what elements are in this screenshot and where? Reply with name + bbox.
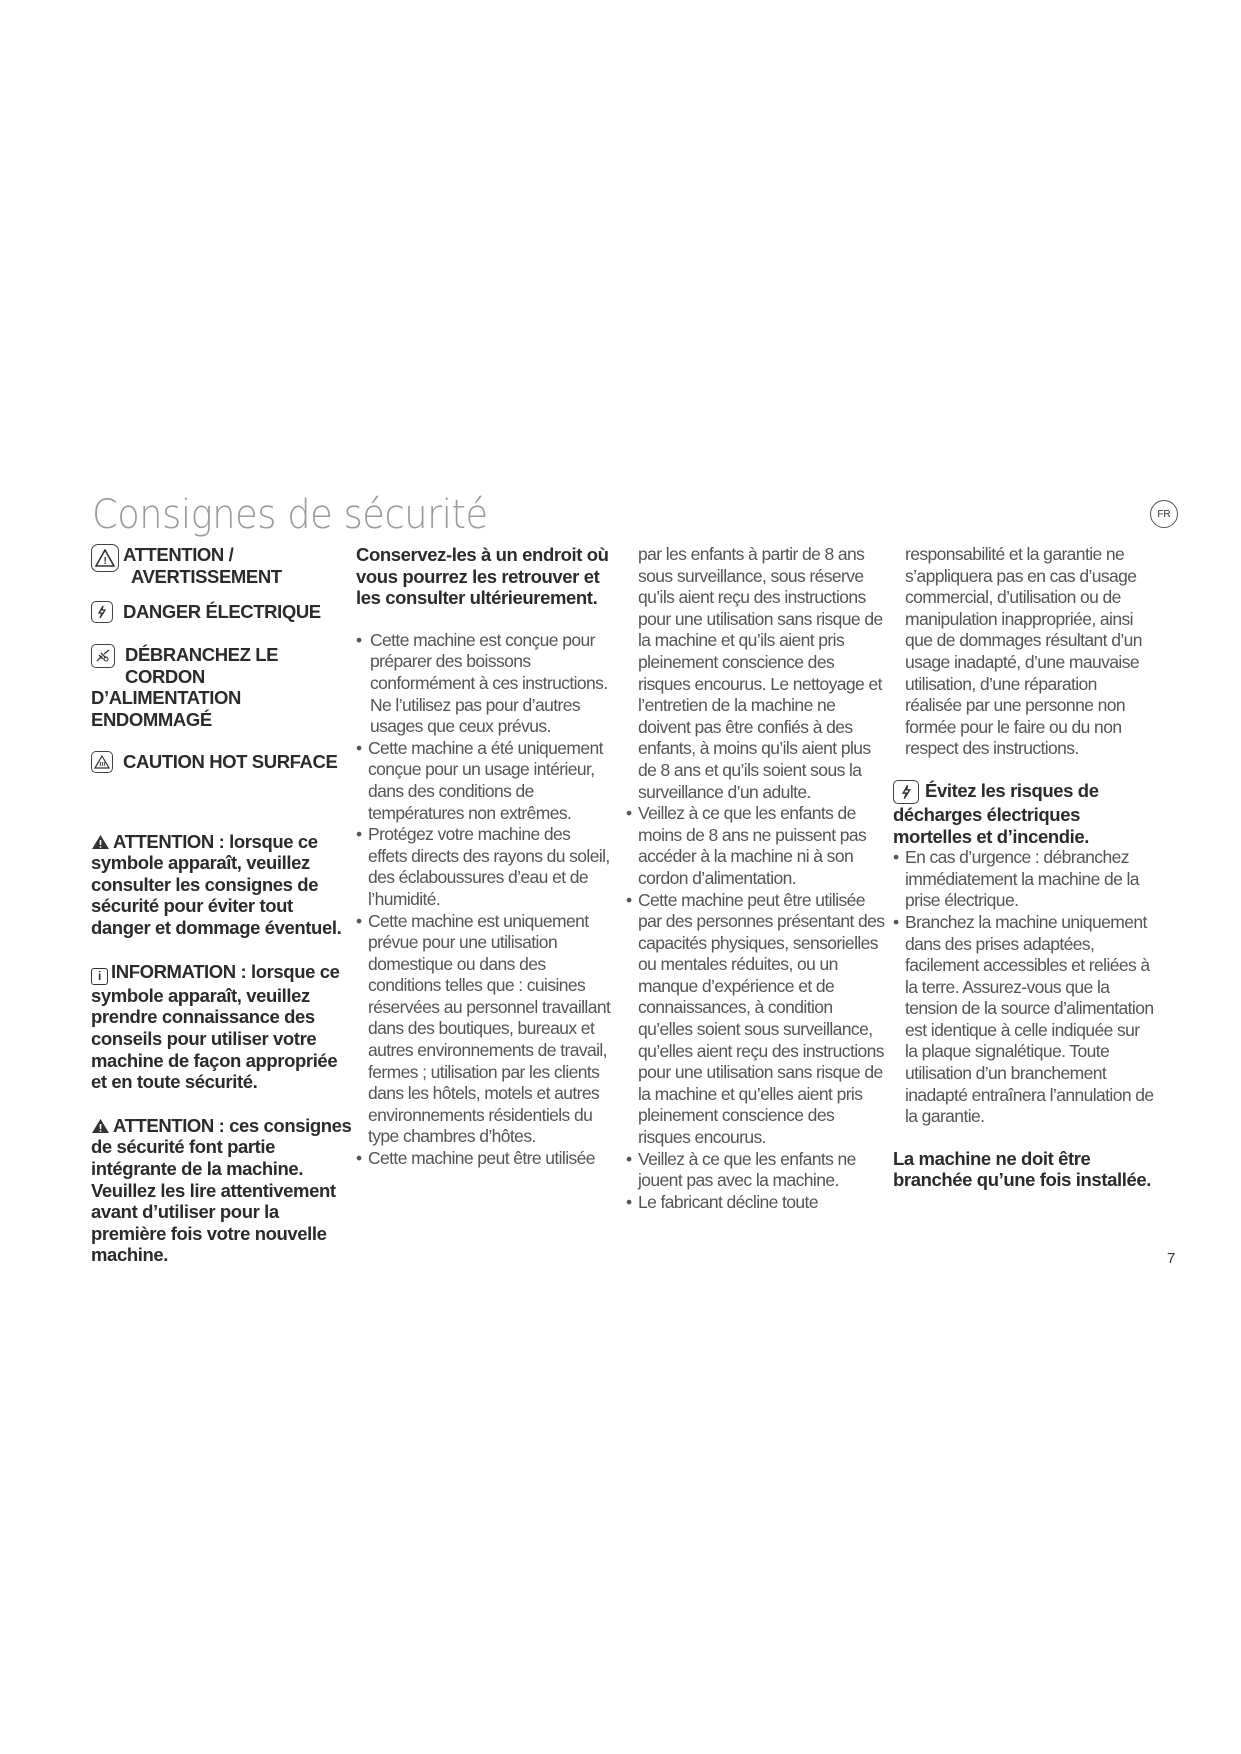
attention-legend — [91, 544, 353, 587]
attention-label-line-2: AVERTISSEMENT — [131, 565, 282, 587]
electric-risk-heading — [893, 780, 1155, 847]
column-1 — [91, 544, 353, 1266]
warning-triangle-icon — [91, 834, 110, 850]
children-bullet-list — [626, 544, 886, 1213]
unplug-cord-icon — [91, 644, 115, 668]
list-item: • Cette machine est uniquement prévue pour une utilisation domestique ou dans des conditions telles que : cuisines réservées au personnel travaillant dans des boutiques, bureaux et autres environnements de travail, fermes ; utilisation par les clients dans les hôtels, motels et autres environnements résidentiels du type chambres d’hôtes. — [356, 911, 611, 1149]
svg-text:!: ! — [103, 556, 107, 567]
attention-paragraph — [91, 831, 353, 939]
list-item: • Protégez votre machine des effets directs des rayons du soleil, des éclaboussures d’eau et de l’humidité. — [356, 824, 611, 910]
list-item: • Cette machine a été uniquement conçue pour un usage intérieur, dans des conditions de températures non extrêmes. — [356, 738, 611, 824]
column-4 — [893, 544, 1155, 1191]
warning-triangle-icon — [91, 544, 119, 572]
usage-bullet-list — [356, 630, 611, 1170]
electric-label: DANGER ÉLECTRIQUE — [123, 601, 321, 623]
unplug-label-line-3: ENDOMMAGÉ — [91, 708, 212, 730]
list-item: • Cette machine est conçue pour préparer des boissons conformément à ces instructions. Ne l’utilisez pas pour d’autres usages que ceux prévus. — [356, 630, 611, 738]
information-paragraph-text: INFORMATION : lorsque ce symbole apparaît, veuillez prendre connaissance des conseils pour utiliser votre machine de façon appropriée et en toute sécurité. — [91, 960, 340, 1093]
attention-paragraph-text: ATTENTION : lorsque ce symbole apparaît, veuillez consulter les consignes de sécurité pour éviter tout danger et dommage éventuel. — [91, 830, 342, 938]
attention-paragraph-2 — [91, 1115, 353, 1266]
column-3 — [626, 544, 886, 1213]
list-item: • Veillez à ce que les enfants ne jouent pas avec la machine. — [626, 1149, 886, 1192]
electric-bolt-icon — [91, 601, 113, 623]
page-title: Consignes de sécurité — [92, 492, 488, 538]
unplug-label-line-1: DÉBRANCHEZ LE CORDON — [125, 644, 279, 687]
attention-paragraph-2-text: ATTENTION : ces consignes de sécurité font partie intégrante de la machine. Veuillez les lire attentivement avant d’utiliser pour la première fois votre nouvelle machine. — [91, 1114, 352, 1266]
language-badge: FR — [1150, 500, 1178, 528]
list-item: • Le fabricant décline toute — [626, 1192, 886, 1214]
list-item-continuation — [626, 544, 886, 803]
hot-surface-label: CAUTION HOT SURFACE — [123, 750, 338, 772]
list-item: • En cas d’urgence : débranchez immédiatement la machine de la prise électrique. — [893, 847, 1155, 912]
page-number: 7 — [1167, 1250, 1176, 1267]
electric-risk-heading-text: Évitez les risques de décharges électriques mortelles et d’incendie. — [893, 779, 1099, 847]
information-icon: i — [91, 968, 108, 985]
electric-bolt-icon — [893, 780, 919, 804]
hot-surface-icon — [91, 751, 113, 773]
install-before-plugging-note: La machine ne doit être branchée qu’une fois installée. — [893, 1147, 1151, 1191]
liability-continuation: responsabilité et la garantie ne s’appliquera pas en cas d’usage commercial, d’utilisation ou de manipulation inappropriée, ainsi que de dommages résultant d’un usage inadapté, d’une mauvaise utilisation, d’une réparation réalisée par une personne non formée pour le faire ou du non respect des instructions. — [905, 544, 1142, 759]
electric-bullet-list — [893, 847, 1155, 1128]
list-item: • Cette machine peut être utilisée par des personnes présentant des capacités physiques, sensorielles ou mentales réduites, ou un manque d’expérience et de connaissances, à condition qu’elles soient sous surveillance, qu’elles aient reçu des instructions pour une utilisation sans risque de la machine et qu’elles aient pris pleinement conscience des risques encourus. — [626, 890, 886, 1149]
warning-triangle-icon — [91, 1118, 110, 1134]
unplug-legend — [91, 644, 353, 730]
column-2 — [356, 544, 611, 1170]
hot-surface-legend — [91, 751, 353, 773]
attention-label-line-1: ATTENTION / — [123, 544, 234, 565]
list-item: • Cette machine peut être utilisée — [356, 1148, 611, 1170]
unplug-label-line-2: D’ALIMENTATION — [91, 687, 241, 709]
list-item: • Branchez la machine uniquement dans des prises adaptées, facilement accessibles et reliées à la terre. Assurez-vous que la tension de la source d’alimentation est identique à celle indiquée sur la plaque signalétique. Toute utilisation d’un branchement inadapté entraînera l’annulation de la garantie. — [893, 912, 1155, 1128]
electric-legend — [91, 601, 353, 623]
information-paragraph — [91, 961, 353, 1093]
keep-instructions-heading: Conservez-les à un endroit où vous pourrez les retrouver et les consulter ultérieurement. — [356, 544, 609, 609]
list-item: • Veillez à ce que les enfants de moins de 8 ans ne puissent pas accéder à la machine ni à son cordon d’alimentation. — [626, 803, 886, 889]
continuation-text: par les enfants à partir de 8 ans sous surveillance, sous réserve qu’ils aient reçu des instructions pour une utilisation sans risque de la machine et qu’ils aient pris pleinement conscience des risques encourus. Le nettoyage et l’entretien de la machine ne doivent pas être confiés à des enfants, à moins qu’ils aient plus de 8 ans et qu’ils soient sous la surveillance d’un adulte. — [638, 544, 883, 802]
